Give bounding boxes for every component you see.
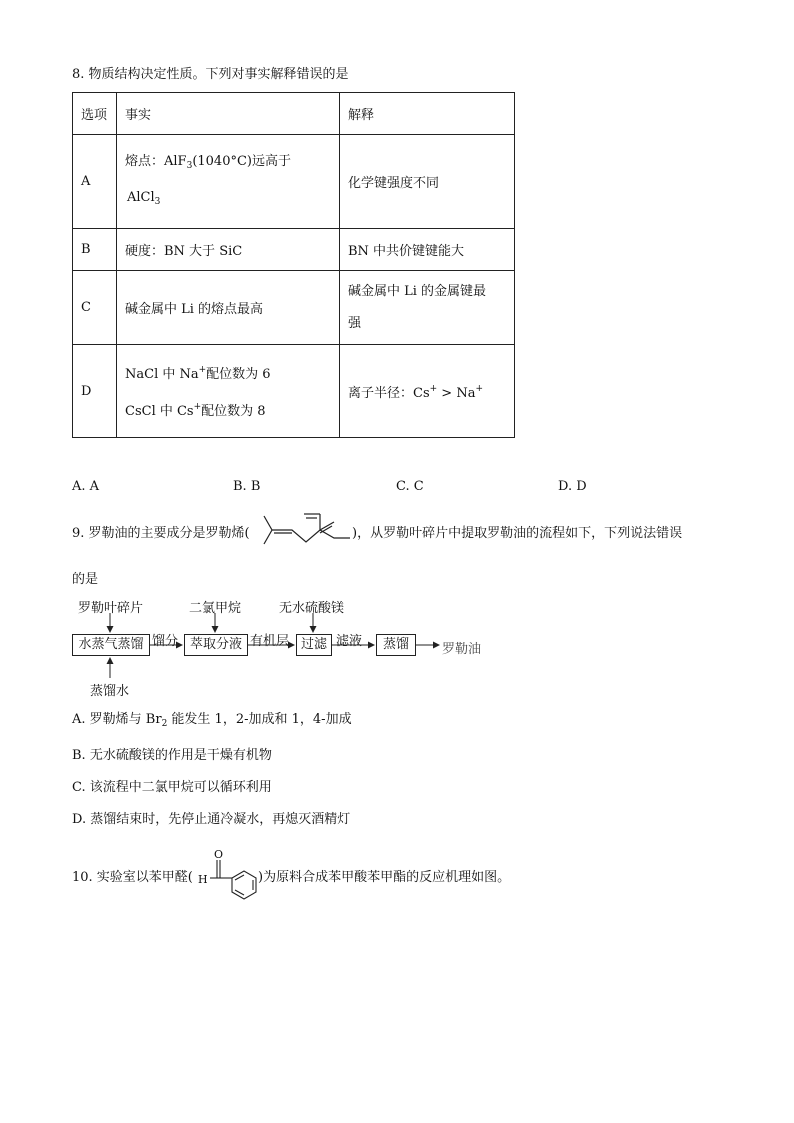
- aldehyde-h-label: H: [198, 873, 208, 886]
- row-explanation: 碱金属中 Li 的金属键最 强: [340, 271, 515, 345]
- header-option: 选项: [73, 93, 117, 135]
- flow-box-filter: 过滤: [296, 634, 332, 656]
- header-fact: 事实: [117, 93, 340, 135]
- flow-box-steam-distill: 水蒸气蒸馏: [72, 634, 150, 656]
- q10-stem-end: )为原料合成苯甲酸苯甲酯的反应机理如图。: [258, 870, 511, 885]
- row-fact: 熔点：AlF$_3$(1040°C)远高于 AlCl$_3$: [117, 135, 340, 229]
- row-option: D: [73, 345, 117, 438]
- flow-label-fraction: 馏分: [152, 634, 179, 649]
- row-fact: 碱金属中 Li 的熔点最高: [117, 271, 340, 345]
- q8-choice-a: A. A: [72, 479, 100, 494]
- row-fact: 硬度：BN 大于 SiC: [117, 229, 340, 271]
- q8-choice-d: D. D: [558, 479, 587, 494]
- header-explanation: 解释: [340, 93, 515, 135]
- row-explanation: BN 中共价键键能大: [340, 229, 515, 271]
- flow-input-water: 蒸馏水: [90, 684, 130, 699]
- flow-label-filtrate: 滤液: [336, 634, 363, 649]
- flow-label-organic: 有机层: [250, 634, 290, 649]
- row-option: A: [73, 135, 117, 229]
- flow-product: 罗勒油: [442, 642, 482, 657]
- flow-box-extract: 萃取分液: [184, 634, 248, 656]
- flow-input-leaves: 罗勒叶碎片: [78, 601, 144, 616]
- q10-stem-start: 10. 实验室以苯甲醛(: [72, 870, 193, 885]
- q9-option-b: B. 无水硫酸镁的作用是干燥有机物: [72, 748, 272, 763]
- flow-input-solvent: 二氯甲烷: [189, 601, 242, 616]
- q9-stem-end: )，从罗勒叶碎片中提取罗勒油的流程如下，下列说法错误: [352, 526, 683, 541]
- flow-box-distill: 蒸馏: [376, 634, 416, 656]
- row-explanation: 离子半径：Cs+ > Na+: [340, 345, 515, 438]
- q9-option-c: C. 该流程中二氯甲烷可以循环利用: [72, 780, 272, 795]
- q9-stem-start: 9. 罗勒油的主要成分是罗勒烯(: [72, 526, 250, 541]
- flow-input-desiccant: 无水硫酸镁: [279, 601, 345, 616]
- row-option: C: [73, 271, 117, 345]
- q8-stem: 8. 物质结构决定性质。下列对事实解释错误的是: [72, 67, 349, 82]
- q8-choice-c: C. C: [396, 479, 424, 494]
- q8-choice-b: B. B: [233, 479, 261, 494]
- row-option: B: [73, 229, 117, 271]
- q9-option-d: D. 蒸馏结束时，先停止通冷凝水，再熄灭酒精灯: [72, 812, 351, 827]
- q9-stem-cont: 的是: [72, 572, 99, 587]
- q9-option-a: A. 罗勒烯与 $Br_2$ 能发生 1，2-加成和 1，4-加成: [72, 712, 352, 729]
- row-fact: NaCl 中 Na+配位数为 6 CsCl 中 Cs+配位数为 8: [117, 345, 340, 438]
- aldehyde-o-label: O: [214, 848, 224, 861]
- row-explanation: 化学键强度不同: [340, 135, 515, 229]
